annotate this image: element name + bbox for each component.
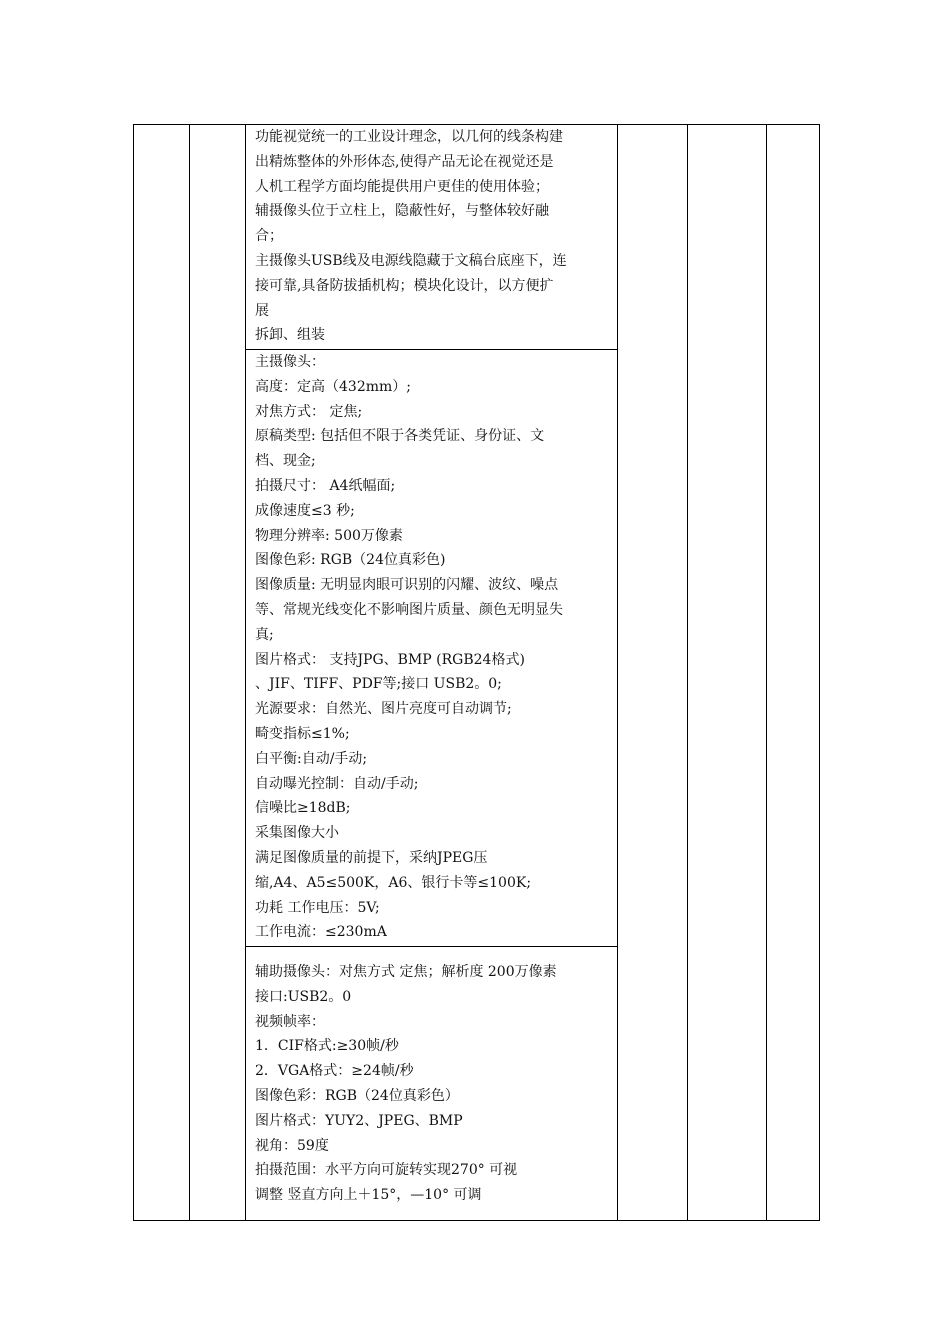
spec-line: 、JIF、TIFF、PDF等;接口 USB2。0; — [255, 676, 502, 693]
spec-line: 视频帧率： — [255, 1013, 325, 1030]
spec-line: 高度：定高（432mm）; — [255, 378, 411, 395]
spec-line: 拍摄尺寸： A4纸幅面; — [255, 477, 396, 494]
spec-line: 畸变指标≤1%; — [255, 725, 350, 742]
column-divider — [617, 125, 618, 1220]
spec-line: 视角：59度 — [255, 1137, 329, 1154]
column-divider — [687, 125, 688, 1220]
spec-line: 功耗 工作电压：5V; — [255, 899, 380, 916]
aux-camera-spec-cell — [255, 960, 611, 1208]
spec-line: 真; — [255, 626, 274, 643]
spec-line: 工作电流：≤230mA — [255, 924, 387, 941]
spec-line: 档、现金; — [255, 453, 316, 470]
row-divider — [245, 946, 617, 947]
spec-line: 图像色彩：RGB（24位真彩色） — [255, 1087, 459, 1104]
column-divider — [245, 125, 246, 1220]
spec-line: 2．VGA格式：≥24帧/秒 — [255, 1063, 414, 1080]
column-divider — [189, 125, 190, 1220]
design-description-cell — [255, 125, 611, 348]
spec-line: 功能视觉统一的工业设计理念，以几何的线条构建 — [255, 129, 563, 145]
spec-line: 白平衡:自动/手动; — [255, 750, 368, 767]
spec-line: 1．CIF格式:≥30帧/秒 — [255, 1038, 399, 1055]
spec-line: 信噪比≥18dB; — [255, 800, 351, 817]
spec-line: 人机工程学方面均能提供用户更佳的使用体验； — [255, 178, 549, 195]
spec-line: 采集图像大小 — [255, 825, 339, 842]
spec-line: 主摄像头： — [255, 354, 325, 370]
column-divider — [766, 125, 767, 1220]
spec-line: 辅摄像头位于立柱上，隐蔽性好，与整体较好融 — [255, 203, 549, 220]
spec-table — [133, 124, 820, 1221]
spec-line: 图片格式： 支持JPG、BMP (RGB24格式) — [255, 651, 525, 668]
spec-line: 合； — [255, 228, 283, 245]
spec-line: 成像速度≤3 秒; — [255, 502, 355, 519]
spec-line: 满足图像质量的前提下，采纳JPEG压 — [255, 849, 488, 866]
spec-line: 对焦方式： 定焦; — [255, 403, 363, 420]
spec-line: 拆卸、组装 — [255, 327, 325, 344]
spec-line: 出精炼整体的外形体态,使得产品无论在视觉还是 — [255, 153, 554, 170]
spec-line: 辅助摄像头：对焦方式 定焦；解析度 200万像素 — [255, 964, 557, 980]
spec-line: 缩,A4、A5≤500K，A6、银行卡等≤100K; — [255, 874, 532, 891]
spec-line: 拍摄范围：水平方向可旋转实现270° 可视 — [255, 1162, 518, 1179]
main-camera-spec-cell — [255, 350, 611, 945]
spec-line: 自动曝光控制：自动/手动; — [255, 775, 419, 792]
spec-line: 物理分辨率: 500万像素 — [255, 527, 403, 544]
spec-line: 接口:USB2。0 — [255, 988, 352, 1005]
spec-line: 等、常规光线变化不影响图片质量、颜色无明显失 — [255, 601, 563, 618]
spec-line: 调整 竖直方向上＋15°，—10° 可调 — [255, 1187, 482, 1204]
spec-line: 接可靠,具备防拔插机构；模块化设计，以方便扩 — [255, 277, 554, 294]
spec-line: 图像色彩: RGB（24位真彩色) — [255, 552, 446, 569]
spec-line: 图像质量: 无明显肉眼可识别的闪耀、波纹、噪点 — [255, 577, 559, 594]
spec-line: 光源要求：自然光、图片亮度可自动调节; — [255, 701, 512, 718]
spec-line: 原稿类型: 包括但不限于各类凭证、身份证、文 — [255, 428, 545, 445]
spec-line: 展 — [255, 302, 269, 319]
spec-line: 主摄像头USB线及电源线隐藏于文稿台底座下，连 — [255, 252, 567, 269]
spec-line: 图片格式：YUY2、JPEG、BMP — [255, 1112, 463, 1129]
